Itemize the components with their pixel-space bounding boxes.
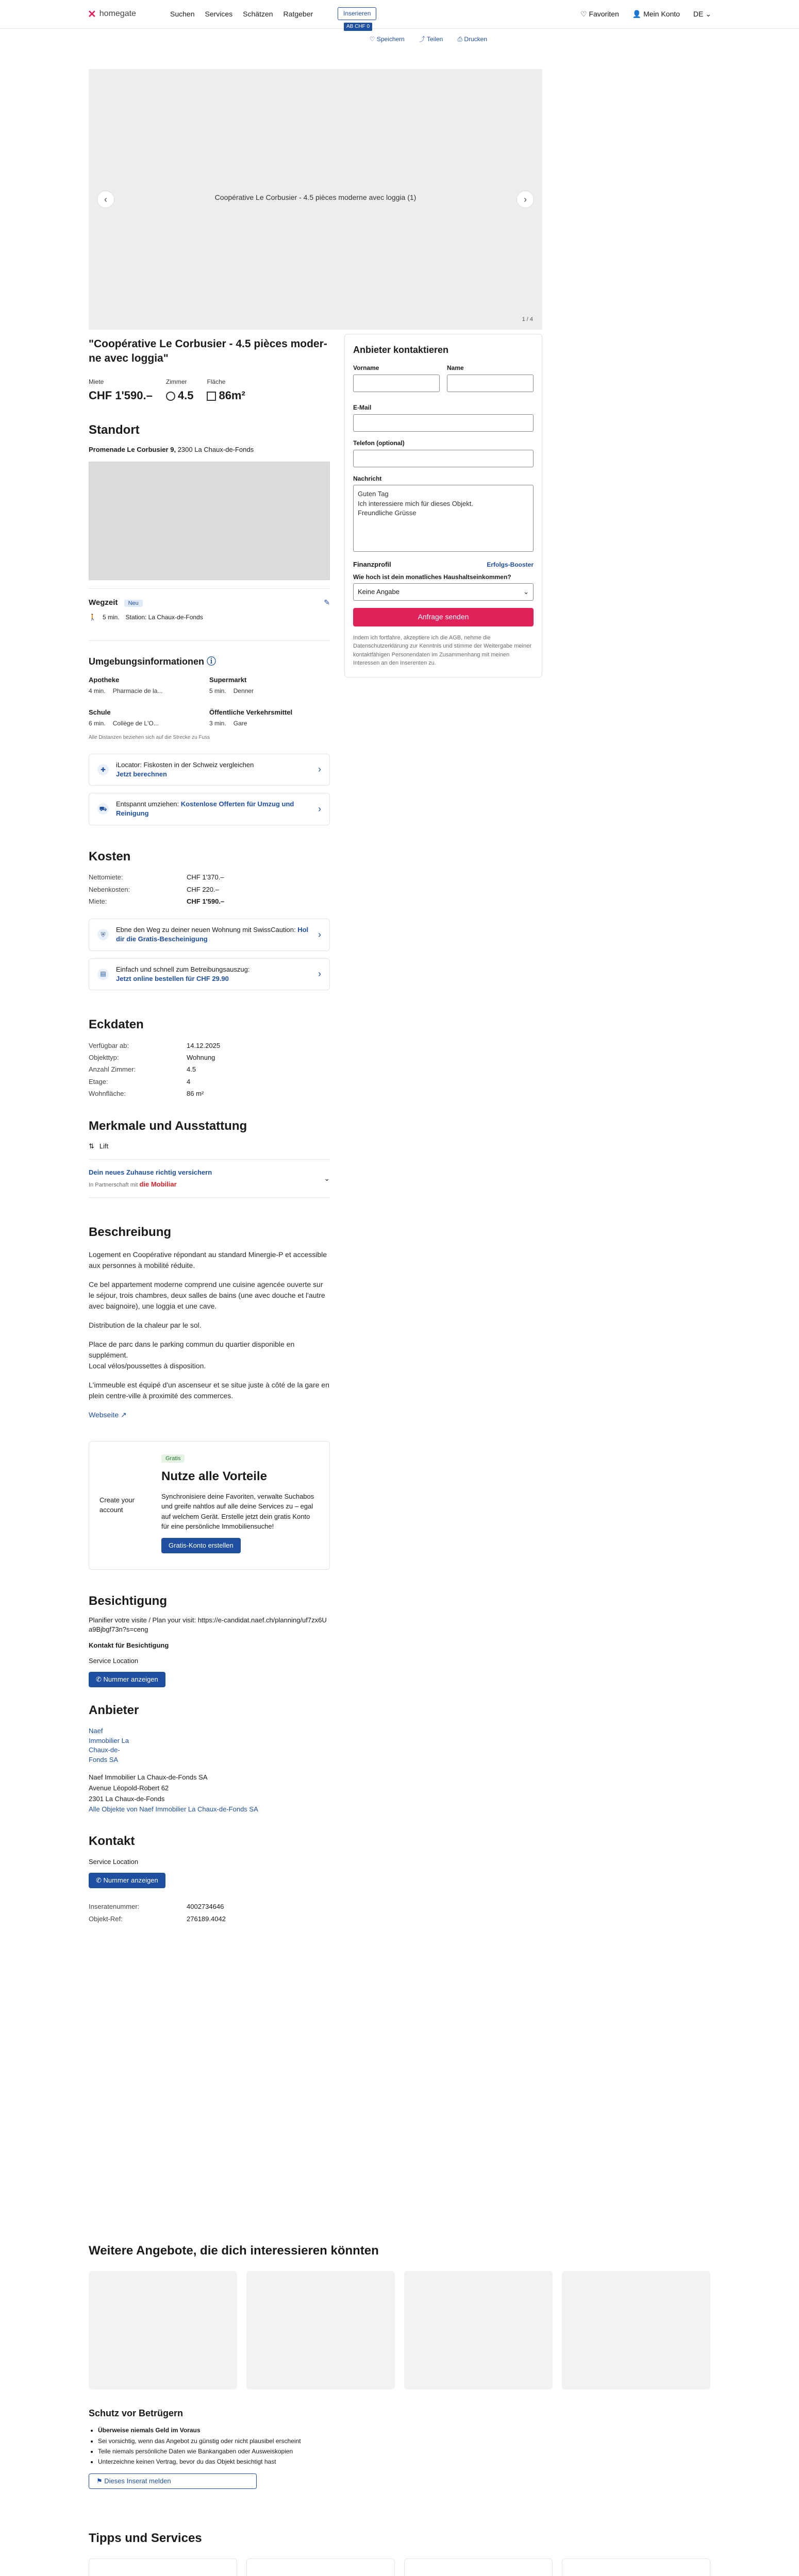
- env-pharmacy: [89, 675, 209, 696]
- route-info: [89, 613, 330, 622]
- environment-heading: Umgebungsinformationen: [89, 656, 204, 667]
- env-pharmacy-label: Apotheke: [89, 675, 120, 684]
- description-paragraph: Ce bel appartement moderne comprend une cuisine agencée ouverte sur le séjour, trois chambres, deux salles de bains (une avec douche et l'autre avec baignoire), une loggia et une cave.: [89, 1280, 325, 1310]
- share-action[interactable]: [419, 35, 443, 44]
- listing-actions: [0, 29, 799, 49]
- provider-city: 2301 La Chaux-de-Fonds: [89, 1794, 165, 1803]
- area-label: Fläche: [207, 378, 226, 386]
- tip-card[interactable]: [246, 2558, 395, 2576]
- environment-grid: [89, 675, 330, 728]
- reference-row: [89, 1913, 330, 1925]
- ilocator-card-link: Jetzt berechnen: [116, 770, 167, 778]
- swiss-icon: ✚: [97, 764, 109, 775]
- listing-card-placeholder[interactable]: [89, 2271, 237, 2389]
- cost-label: Nettomiete:: [89, 873, 123, 882]
- website-link[interactable]: Webseite: [89, 1410, 119, 1419]
- facts-table: [89, 1040, 330, 1100]
- send-request-button[interactable]: Anfrage senden: [353, 608, 534, 626]
- provider-name: Naef Immobilier La Chaux-de-Fonds SA: [89, 1773, 208, 1782]
- description-paragraph: Place de parc dans le parking commun du quartier disponible en supplément. Local vélos/poussettes à disposition.: [89, 1340, 295, 1370]
- route-label: Wegzeit: [89, 598, 118, 607]
- contact-heading: Kontakt: [89, 1834, 135, 1849]
- fact-value: 14.12.2025: [187, 1041, 221, 1049]
- phone-field[interactable]: [353, 450, 534, 467]
- promo-title: Nutze alle Vorteile: [161, 1469, 267, 1484]
- email-field[interactable]: [353, 414, 534, 432]
- ilocator-card[interactable]: [89, 754, 330, 786]
- gallery-image-caption: Coopérative Le Corbusier - 4.5 pièces moderne avec loggia (1): [214, 193, 417, 201]
- tips-cards: [89, 2558, 710, 2576]
- chevron-down-icon: ⌄: [324, 1174, 330, 1182]
- feature-label: Lift: [99, 1142, 109, 1150]
- elevator-icon: ⇅: [89, 1142, 94, 1150]
- fraud-item: • Teile niemals persönliche Daten wie Bankangaben oder Ausweiskopien: [98, 2446, 710, 2456]
- insurance-partner-label: In Partnerschaft mit: [89, 1181, 138, 1188]
- rooms-label: Zimmer: [165, 378, 187, 386]
- image-gallery[interactable]: [89, 69, 542, 330]
- finance-booster-link[interactable]: Erfolgs-Booster: [487, 561, 534, 569]
- env-transport-place: Gare: [233, 719, 247, 727]
- address-city: 2300 La Chaux-de-Fonds: [177, 445, 254, 453]
- fact-row: [89, 1088, 330, 1099]
- listing-carousel: [89, 2271, 710, 2389]
- env-pharmacy-place: Pharmacie de la...: [112, 687, 163, 694]
- fact-row: [89, 1052, 330, 1063]
- route-time: 5 min.: [102, 613, 120, 621]
- listing-card-placeholder[interactable]: [562, 2271, 710, 2389]
- reference-table: [89, 1901, 330, 1925]
- last-name-label: Name: [447, 364, 464, 372]
- viewing-contact-heading: Kontakt für Besichtigung: [89, 1641, 169, 1649]
- more-listings-heading: Weitere Angebote, die dich interessieren könnten: [89, 2244, 379, 2258]
- fact-label: Objekttyp:: [89, 1054, 119, 1062]
- heart-icon: ♡: [580, 9, 587, 18]
- flag-icon: ⚑: [96, 2477, 103, 2485]
- viewing-phone-button[interactable]: [89, 1672, 165, 1687]
- fact-label: Etage:: [89, 1077, 108, 1086]
- description-paragraph: Distribution de la chaleur par le sol.: [89, 1320, 202, 1329]
- fraud-item: • Überweise niemals Geld im Voraus: [98, 2425, 710, 2435]
- income-select-value: Keine Angabe: [358, 588, 400, 596]
- gallery-next-icon[interactable]: ›: [517, 191, 534, 208]
- address-street: Promenade Le Corbusier 9,: [89, 445, 176, 453]
- new-badge: Neu: [124, 600, 143, 607]
- rent-value: CHF 1'590.–: [89, 389, 153, 402]
- cost-label: Miete:: [89, 897, 107, 905]
- insurance-title: Dein neues Zuhause richtig versichern: [89, 1168, 212, 1177]
- facts-heading: Eckdaten: [89, 1018, 144, 1032]
- fact-label: Wohnfläche:: [89, 1090, 126, 1098]
- env-school-label: Schule: [89, 708, 111, 716]
- phone-icon: ✆: [96, 1675, 102, 1683]
- description-paragraph: Logement en Coopérative répondant au standard Minergie-P et accessible aux personnes à mobilité réduite.: [89, 1250, 327, 1269]
- fact-label: Verfügbar ab:: [89, 1041, 129, 1049]
- key-facts: [89, 378, 330, 404]
- moving-card[interactable]: [89, 793, 330, 825]
- phone-icon: ✆: [96, 1876, 102, 1884]
- income-select[interactable]: [353, 583, 534, 601]
- env-transport: [209, 708, 330, 728]
- report-listing-button[interactable]: [89, 2473, 257, 2489]
- ilocator-card-text: iLocator: Fiskosten in der Schweiz vergleichen: [116, 760, 254, 769]
- viewing-phone-label: Nummer anzeigen: [103, 1675, 158, 1683]
- provider-street: Avenue Léopold-Robert 62: [89, 1784, 169, 1792]
- provider-all-listings-link[interactable]: Alle Objekte von Naef Immobilier La Chaux-de-Fonds SA: [89, 1805, 258, 1814]
- contact-service: Service Location: [89, 1857, 139, 1866]
- first-name-label: Vorname: [353, 364, 379, 372]
- fraud-list: [98, 2425, 710, 2467]
- swisscaution-card-link: Hol dir die Gratis-Bescheinigung: [116, 926, 309, 943]
- fact-value: 4: [187, 1077, 191, 1086]
- truck-icon: ⛟: [97, 803, 109, 815]
- fraud-heading: Schutz vor Betrügern: [89, 2408, 184, 2418]
- cost-row: [89, 884, 330, 895]
- viewing-heading: Besichtigung: [89, 1594, 168, 1608]
- listing-title: "Coopérative Le Corbusier - 4.5 pièces moder-ne avec loggia": [89, 338, 327, 364]
- logo-text: homegate: [99, 9, 136, 19]
- moving-card-link: Kostenlose Offerten für Umzug und Reinigung: [116, 800, 294, 818]
- report-listing-label: Dieses Inserat melden: [104, 2477, 171, 2485]
- contact-phone-label: Nummer anzeigen: [103, 1876, 158, 1884]
- insurance-banner[interactable]: [89, 1168, 330, 1189]
- nav-ratgeber[interactable]: Ratgeber: [283, 9, 313, 18]
- swisscaution-card[interactable]: [89, 919, 330, 951]
- cost-value: CHF 220.–: [187, 885, 219, 893]
- debt-extract-card-text: Einfach und schnell zum Betreibungsauszug:: [116, 965, 250, 973]
- language-label: DE: [693, 9, 704, 18]
- chevron-right-icon: ›: [318, 969, 321, 979]
- area-icon: [207, 392, 216, 401]
- costs-heading: Kosten: [89, 849, 131, 863]
- provider-address: [89, 1772, 330, 1815]
- fact-row: [89, 1040, 330, 1052]
- env-pharmacy-time: 4 min.: [89, 687, 106, 694]
- chevron-down-icon: ⌄: [523, 588, 529, 596]
- provider-logo-text[interactable]: Naef Immobilier La Chaux-de-Fonds SA: [89, 1726, 129, 1764]
- listing-card-placeholder[interactable]: [246, 2271, 395, 2389]
- env-school-time: 6 min.: [89, 719, 106, 727]
- finance-profile-label: Finanzprofil: [353, 561, 391, 569]
- rooms-icon: [166, 392, 175, 401]
- print-label: Drucken: [464, 35, 487, 43]
- env-supermarket-label: Supermarkt: [209, 675, 247, 684]
- rent-label: Miete: [89, 378, 104, 386]
- cost-row: [89, 895, 330, 907]
- promo-badge: Gratis: [161, 1454, 185, 1463]
- moving-card-text: Entspannt umziehen:: [116, 800, 179, 808]
- debt-extract-card-link: Jetzt online bestellen für CHF 29.90: [116, 974, 229, 982]
- cost-value: CHF 1'370.–: [187, 873, 224, 882]
- document-icon: ▤: [97, 969, 109, 980]
- description-paragraph: L'immeuble est équipé d'un ascenseur et se situe juste à côté de la gare en plein centre-ville à proximité des commerces.: [89, 1380, 329, 1400]
- fact-value: Wohnung: [187, 1054, 215, 1062]
- income-question: Wie hoch ist dein monatliches Haushaltseinkommen?: [353, 573, 511, 581]
- gallery-prev-icon[interactable]: ‹: [97, 191, 114, 208]
- env-school: [89, 708, 209, 728]
- shield-icon: ⛨: [97, 929, 109, 940]
- cost-value: CHF 1'590.–: [187, 897, 225, 905]
- message-label: Nachricht: [353, 474, 382, 482]
- fact-value: 4.5: [187, 1065, 196, 1074]
- distance-note: Alle Distanzen beziehen sich auf die Strecke zu Fuss: [89, 734, 210, 740]
- address: [89, 445, 330, 454]
- print-action[interactable]: [457, 35, 487, 44]
- listing-card-placeholder[interactable]: [404, 2271, 553, 2389]
- env-supermarket-time: 5 min.: [209, 687, 226, 694]
- provider-heading: Anbieter: [89, 1703, 139, 1718]
- info-icon[interactable]: ⓘ: [207, 656, 217, 667]
- message-field[interactable]: Guten Tag Ich interessiere mich für dieses Objekt. Freundliche Grüsse: [353, 485, 534, 552]
- nav-schaetzen[interactable]: Schätzen: [243, 9, 273, 18]
- insert-button[interactable]: Inserieren: [338, 7, 376, 20]
- first-name-field[interactable]: [353, 375, 440, 392]
- fraud-section: [89, 2407, 710, 2489]
- viewing-text: Planifier votre visite / Plan your visit: https://e-candidat.naef.ch/planning/uf7zx6Ua9Bjbgf73n?s=ceng: [89, 1616, 327, 1634]
- tips-heading: Tipps und Services: [89, 2531, 202, 2545]
- account-label: Mein Konto: [643, 9, 680, 18]
- promo-left-text: Create your account: [99, 1496, 135, 1514]
- fact-row: [89, 1063, 330, 1075]
- tip-card[interactable]: [404, 2558, 553, 2576]
- share-icon: ⤴: [419, 35, 425, 43]
- logo-mark-icon: ✕: [88, 8, 96, 20]
- reference-row: [89, 1901, 330, 1912]
- rooms-value: 4.5: [177, 389, 194, 402]
- env-supermarket: [209, 675, 330, 696]
- nav-suchen[interactable]: Suchen: [170, 9, 195, 18]
- area-value: 86m²: [219, 389, 245, 402]
- account-link[interactable]: [632, 9, 680, 20]
- last-name-field[interactable]: [447, 375, 534, 392]
- fraud-item: • Sei vorsichtig, wenn das Angebot zu günstig oder nicht plausibel erscheint: [98, 2436, 710, 2446]
- reference-value: 4002734646: [187, 1903, 224, 1911]
- insert-price-badge: AB CHF 0: [344, 23, 372, 31]
- contact-form-title: Anbieter kontaktieren: [353, 345, 449, 355]
- tip-card[interactable]: [89, 2558, 237, 2576]
- legal-notice: Indem ich fortfahre, akzeptiere ich die AGB, nehme die Datenschutzerklärung zur Kenntnis und stimme der Weitergabe meiner kontaktfähigen Personendaten im Zusammenhang mit meinen Interessen an den Inserenten zu.: [353, 634, 531, 667]
- route-destination: Station: La Chaux-de-Fonds: [125, 613, 203, 621]
- save-label: Speichern: [376, 35, 405, 43]
- env-transport-label: Öffentliche Verkehrsmittel: [209, 708, 293, 716]
- viewing-service: Service Location: [89, 1656, 139, 1665]
- description-section: [89, 1224, 330, 1420]
- nav-services[interactable]: Services: [205, 9, 233, 18]
- reference-label: Objekt-Ref:: [89, 1914, 123, 1923]
- costs-table: [89, 871, 330, 907]
- cost-label: Nebenkosten:: [89, 885, 130, 893]
- gallery-counter: 1 / 4: [522, 316, 533, 323]
- contact-phone-button[interactable]: [89, 1873, 165, 1888]
- promo-card: [89, 1441, 330, 1570]
- language-select[interactable]: [693, 9, 711, 20]
- fraud-item: • Unterzeichne keinen Vertrag, bevor du das Objekt besichtigt hast: [98, 2456, 710, 2467]
- reference-label: Inseratenummer:: [89, 1903, 140, 1911]
- save-action[interactable]: [370, 35, 405, 44]
- contact-form: [344, 334, 542, 677]
- listing-main-column: [89, 330, 330, 1925]
- user-icon: 👤: [632, 9, 642, 18]
- location-map[interactable]: [89, 462, 330, 580]
- email-label: E-Mail: [353, 403, 372, 411]
- env-school-place: Collège de L'O...: [112, 719, 159, 727]
- feature-item: [89, 1142, 330, 1151]
- env-transport-time: 3 min.: [209, 719, 226, 727]
- main-nav: [170, 9, 313, 20]
- top-navigation: [0, 0, 799, 29]
- chevron-right-icon: ›: [318, 764, 321, 775]
- tip-card[interactable]: [562, 2558, 710, 2576]
- favorites-link[interactable]: [580, 9, 619, 20]
- printer-icon: ⎙: [457, 35, 462, 43]
- description-heading: Beschreibung: [89, 1225, 172, 1239]
- fact-row: [89, 1076, 330, 1088]
- favorites-label: Favoriten: [589, 9, 619, 18]
- cost-row: [89, 871, 330, 883]
- heart-icon: ♡: [369, 35, 375, 43]
- debt-extract-card[interactable]: [89, 958, 330, 990]
- share-label: Teilen: [427, 35, 443, 43]
- fact-label: Anzahl Zimmer:: [89, 1065, 136, 1074]
- env-supermarket-place: Denner: [233, 687, 254, 694]
- create-account-button[interactable]: Gratis-Konto erstellen: [161, 1538, 241, 1553]
- swisscaution-card-text: Ebne den Weg zu deiner neuen Wohnung mit SwissCaution:: [116, 926, 296, 934]
- mobiliar-logo: die Mobiliar: [139, 1180, 177, 1188]
- chevron-right-icon: ›: [318, 929, 321, 940]
- external-link-icon: ↗: [121, 1410, 127, 1419]
- fact-value: 86 m²: [187, 1090, 204, 1098]
- homegate-logo[interactable]: [88, 7, 170, 22]
- more-listings-section: [89, 2242, 710, 2389]
- edit-icon[interactable]: ✎: [324, 598, 330, 606]
- chevron-right-icon: ›: [318, 803, 321, 814]
- tips-section: [89, 2530, 710, 2576]
- chevron-down-icon: ⌄: [705, 9, 711, 18]
- walk-icon: 🚶: [89, 613, 96, 621]
- location-heading: Standort: [89, 423, 140, 437]
- promo-text: Synchronisiere deine Favoriten, verwalte Suchabos und greife nahtlos auf alle deine Services zu – egal auf welchem Gerät. Erstelle jetzt dein gratis Konto für eine persönliche Immobiliensuche!: [161, 1492, 314, 1531]
- reference-value: 276189.4042: [187, 1914, 226, 1923]
- phone-label: Telefon (optional): [353, 439, 405, 447]
- features-heading: Merkmale und Ausstattung: [89, 1118, 247, 1133]
